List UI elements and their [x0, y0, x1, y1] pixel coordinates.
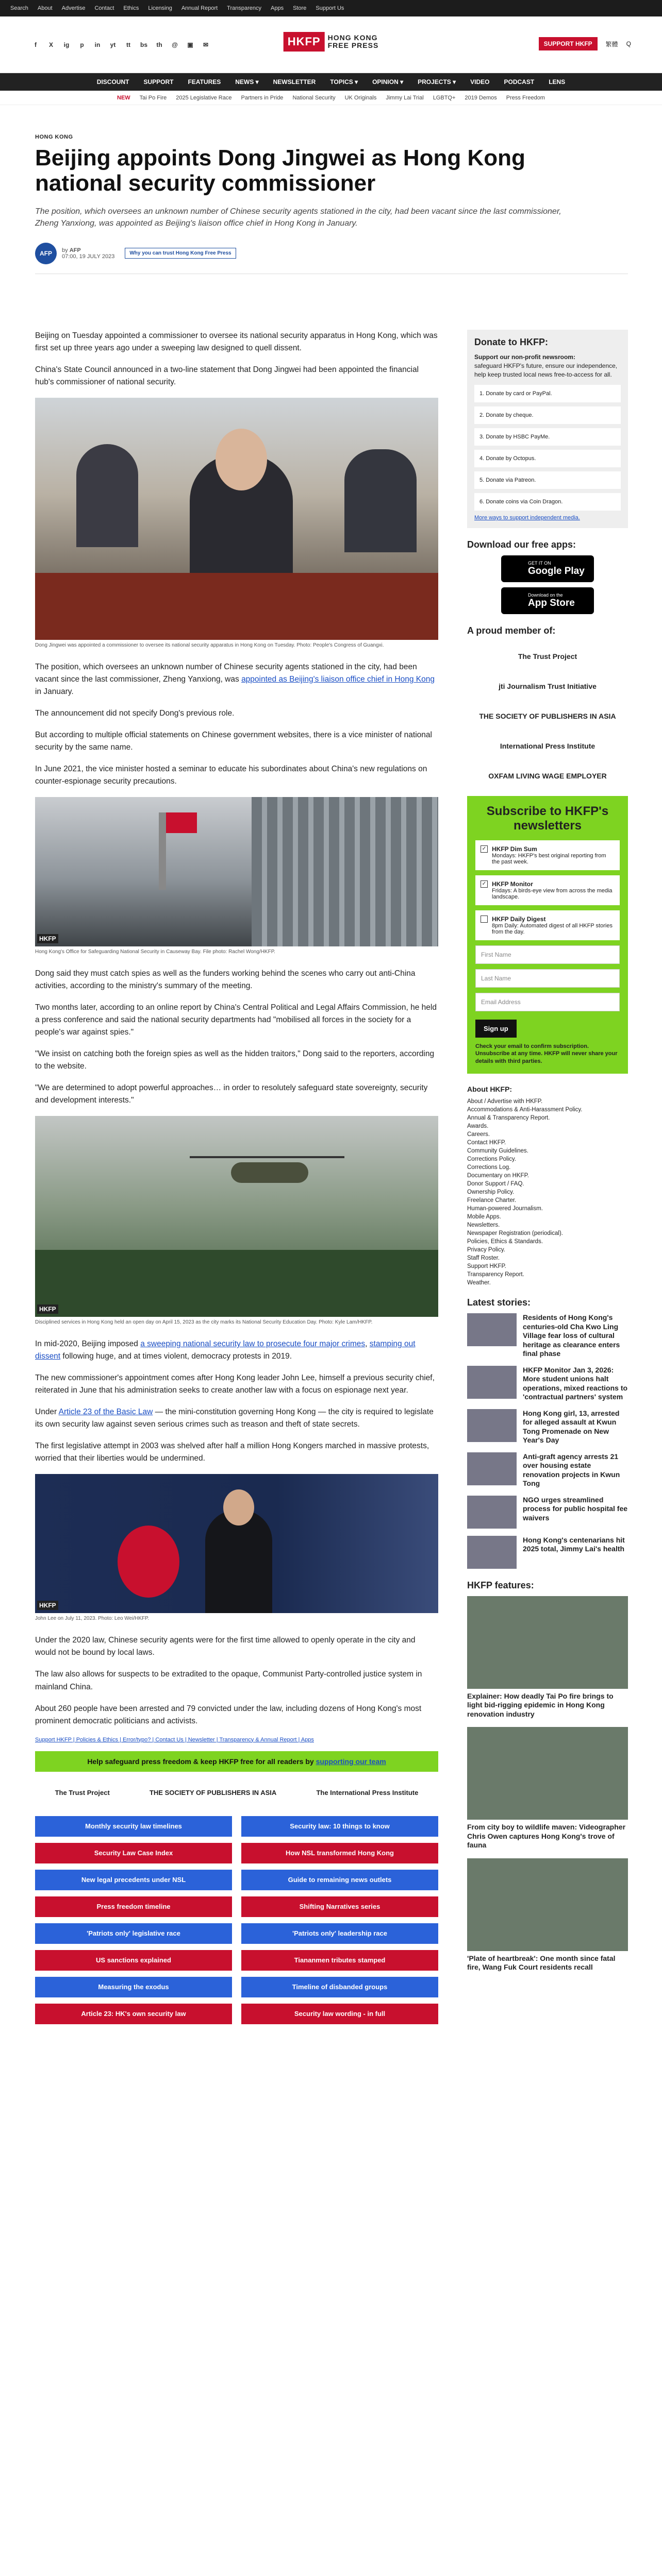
option-desc: Fridays: A birds-eye view from across the media landscape.	[492, 887, 613, 900]
option-desc: Mondays: HKFP's best original reporting from the past week.	[492, 852, 606, 865]
partner-logo[interactable]: THE SOCIETY OF PUBLISHERS IN ASIA	[149, 1789, 277, 1797]
about-link[interactable]: Weather.	[467, 1280, 491, 1286]
latest-title: Latest stories:	[467, 1297, 531, 1308]
nav-item[interactable]: LENS	[549, 78, 566, 86]
topbar-link[interactable]: Support Us	[316, 5, 344, 11]
feature-item[interactable]	[467, 1858, 628, 1972]
about-link[interactable]: Community Guidelines.	[467, 1148, 528, 1155]
nav-item[interactable]: TOPICS ▾	[330, 78, 358, 86]
newsletter-title: Subscribe to HKFP's newsletters	[486, 804, 609, 833]
photo-caption: Dong Jingwei was appointed a commissioner to oversee its national security apparatus in Hong Kong on Tuesday. Photo: People's Congress of Guangxi.	[35, 642, 384, 649]
inline-link[interactable]: a sweeping national security law to prosecute four major crimes	[140, 1340, 366, 1349]
newsletter-note: Check your email to confirm subscription. Unsubscribe at any time. HKFP will never share your details with third parties.	[475, 1043, 618, 1065]
about-link[interactable]: Accommodations & Anti-Harassment Policy.	[467, 1107, 583, 1113]
about-link[interactable]: About / Advertise with HKFP.	[467, 1098, 543, 1105]
paragraph: Beijing on Tuesday appointed a commissioner to oversee its national security apparatus in Hong Kong, which was first set up three years ago under a sweeping law designed to quell dissent.	[35, 331, 438, 353]
member-logo[interactable]: OXFAM LIVING WAGE EMPLOYER	[488, 772, 607, 781]
story-title[interactable]: Residents of Hong Kong's centuries-old Cha Kwo Ling Village fear loss of cultural heritage as clearance enters final phase	[523, 1313, 620, 1358]
story-item[interactable]	[467, 1313, 628, 1359]
about-title: About HKFP:	[467, 1085, 512, 1094]
about-link[interactable]: Policies, Ethics & Standards.	[467, 1239, 543, 1245]
newsletter-box	[467, 796, 628, 1074]
first-name-input[interactable]: First Name	[475, 945, 620, 964]
app-store-button[interactable]: Download on the App Store	[501, 587, 594, 614]
newsletter-option[interactable]	[475, 840, 620, 870]
topbar-link[interactable]: Ethics	[123, 5, 139, 11]
topic-button[interactable]: Timeline of disbanded groups	[241, 1977, 438, 1997]
about-link[interactable]: Mobile Apps.	[467, 1214, 501, 1221]
topic-buttons	[35, 1816, 438, 2024]
member-logo[interactable]: International Press Institute	[500, 742, 595, 751]
checkbox[interactable]: ✓	[481, 845, 488, 853]
trending-link[interactable]: Jimmy Lai Trial	[386, 94, 424, 101]
partner-logo[interactable]: The Trust Project	[55, 1789, 110, 1797]
trust-badge[interactable]: Why you can trust Hong Kong Free Press	[125, 248, 236, 259]
open-day-photo	[35, 1116, 438, 1317]
inline-link[interactable]: stamping out dissent	[35, 1340, 416, 1361]
paragraph: The law also allows for suspects to be extradited to the opaque, Communist Party-controlled justice system in mainland China.	[35, 1670, 422, 1691]
paragraph: The announcement did not specify Dong's previous role.	[35, 709, 235, 718]
support-promo[interactable]: Help safeguard press freedom & keep HKFP free for all readers by supporting our team	[35, 1751, 438, 1772]
feature-title[interactable]: 'Plate of heartbreak': One month since fatal fire, Wang Fuk Court residents recall	[467, 1954, 616, 1972]
topic-button[interactable]: 'Patriots only' legislative race	[35, 1923, 232, 1944]
story-thumbnail[interactable]	[467, 1366, 517, 1399]
utility-links	[10, 5, 344, 11]
topbar-link[interactable]: Licensing	[148, 5, 172, 11]
sidebar	[467, 330, 628, 1980]
newsletter-option[interactable]	[475, 910, 620, 940]
author-link[interactable]: AFP	[69, 247, 81, 253]
header-actions	[539, 37, 631, 50]
paragraph: The new commissioner's appointment comes after Hong Kong leader John Lee, himself a previous security chief, reiterated in June that his administration seeks to create another law with a focus on espionage next year.	[35, 1374, 435, 1395]
member-logo[interactable]: THE SOCIETY OF PUBLISHERS IN ASIA	[479, 712, 616, 721]
byline	[35, 243, 628, 264]
topic-button[interactable]: Security Law Case Index	[35, 1843, 232, 1863]
social-icon[interactable]: p	[80, 41, 84, 48]
topic-button[interactable]: US sanctions explained	[35, 1950, 232, 1971]
about-link[interactable]: Support HKFP.	[467, 1263, 506, 1270]
article-standfirst: The position, which oversees an unknown number of Chinese security agents stationed in the city, had been vacant since the last commissioner, Zheng Yanxiong, was appointed as Beijing's liaison office chief in Hong Kong in January.	[35, 207, 561, 228]
about-link[interactable]: Annual & Transparency Report.	[467, 1115, 550, 1122]
photo-caption: Disciplined services in Hong Kong held an open day on April 15, 2023 as the city marks its National Security Education Day. Photo: Kyle Lam/HKFP.	[35, 1319, 373, 1326]
trending-nav	[0, 91, 662, 105]
figure	[35, 398, 438, 649]
member-logo[interactable]: jti Journalism Trust Initiative	[499, 682, 597, 691]
about-link[interactable]: Transparency Report.	[467, 1272, 524, 1278]
paragraph: But according to multiple official statements on Chinese government websites, there is a vice minister of national security by the same name.	[35, 731, 432, 752]
new-badge: NEW	[117, 94, 130, 101]
trending-link[interactable]: 2025 Legislative Race	[176, 94, 232, 101]
topbar-link[interactable]: Annual Report	[181, 5, 218, 11]
about-link[interactable]: Ownership Policy.	[467, 1189, 515, 1196]
topic-button[interactable]: How NSL transformed Hong Kong	[241, 1843, 438, 1863]
about-link[interactable]: Newsletters.	[467, 1222, 500, 1229]
social-icon[interactable]: X	[48, 41, 53, 48]
feature-image[interactable]	[467, 1858, 628, 1951]
by-label: by	[62, 247, 68, 253]
story-title[interactable]: Anti-graft agency arrests 21 over housing estate renovation projects in Kwun Tong	[523, 1452, 620, 1488]
paragraph: Under Article 23 of the Basic Law — the mini-constitution governing Hong Kong — the city is required to legislate its own security law against seven serious crimes such as treason and theft of state secrets.	[35, 1408, 434, 1429]
donate-box: Donate to HKFP: Support our non-profit newsroom: safeguard HKFP's future, ensure our independence, help keep trusted local news free-to-access for all. 1. Donate by card or PayPal. 2. Donate by cheque. 3. Donate by HSBC PayMe. 4. Donate by Octopus. 5. Donate via Patreon. 6. Donate coins via Coin Dragon. More ways to support independent media.	[467, 330, 628, 528]
social-icon[interactable]: ✉	[203, 41, 209, 48]
feature-image[interactable]	[467, 1727, 628, 1820]
social-icon[interactable]: yt	[110, 41, 116, 48]
hkfp-watermark: HKFP	[37, 1601, 58, 1610]
story-item[interactable]	[467, 1409, 628, 1445]
about-link[interactable]: Corrections Log.	[467, 1164, 511, 1171]
support-hkfp-button[interactable]: SUPPORT HKFP	[539, 37, 598, 50]
email-input[interactable]: Email Address	[475, 993, 620, 1011]
donate-lead: Support our non-profit newsroom:	[474, 353, 575, 361]
paragraph: The position, which oversees an unknown number of Chinese security agents stationed in the city, had been vacant since the last commissioner, Zheng Yanxiong, was appointed as Beijing's liaison office chief in Hong Kong in January.	[35, 663, 435, 697]
feature-image[interactable]	[467, 1596, 628, 1689]
publish-date: 07:00, 19 JULY 2023	[62, 253, 115, 260]
story-item[interactable]	[467, 1366, 628, 1402]
story-item[interactable]	[467, 1536, 628, 1569]
language-link[interactable]: 繁體	[605, 40, 618, 48]
about-link[interactable]: Corrections Policy.	[467, 1156, 517, 1163]
newsletter-option[interactable]	[475, 875, 620, 905]
author-avatar: AFP	[35, 243, 57, 264]
story-title[interactable]: HKFP Monitor Jan 3, 2026: More student unions halt operations, mixed reactions to 'contractual partners' system	[523, 1365, 628, 1401]
social-icon[interactable]: f	[35, 41, 37, 48]
paragraph: "We are determined to adopt powerful approaches… in order to resolutely safeguard state sovereignty, security and development interests."	[35, 1083, 428, 1105]
topbar-link[interactable]: Transparency	[227, 5, 262, 11]
paragraph: The first legislative attempt in 2003 was shelved after half a million Hong Kongers marched in massive protests, worried that their liberties would be undermined.	[35, 1442, 429, 1463]
option-title: HKFP Monitor	[492, 880, 533, 888]
about-link[interactable]: Careers.	[467, 1131, 490, 1138]
feature-title[interactable]: Explainer: How deadly Tai Po fire brings to light bid-rigging epidemic in Hong Kong renovation industry	[467, 1691, 614, 1718]
trending-link[interactable]: Tai Po Fire	[139, 94, 167, 101]
google-play-button[interactable]: GET IT ON Google Play	[501, 555, 594, 582]
article-kicker[interactable]: HONG KONG	[35, 134, 73, 140]
topbar-link[interactable]: Contact	[94, 5, 114, 11]
nav-item[interactable]: NEWSLETTER	[273, 78, 316, 86]
apps-title: Download our free apps:	[467, 539, 576, 550]
topic-button[interactable]: Guide to remaining news outlets	[241, 1870, 438, 1890]
topic-button[interactable]: Measuring the exodus	[35, 1977, 232, 1997]
social-links	[31, 40, 210, 49]
nav-item[interactable]: OPINION ▾	[372, 78, 404, 86]
topbar-link[interactable]: Apps	[271, 5, 284, 11]
article-footer-links[interactable]: Support HKFP | Policies & Ethics | Error/typo? | Contact Us | Newsletter | Transparency & Annual Report | Apps	[35, 1736, 314, 1743]
paragraph: About 260 people have been arrested and 79 convicted under the law, including dozens of Hong Kong's most prominent democratic politicians and activists.	[35, 1704, 422, 1725]
paragraph: Two months later, according to an online report by China's Central Political and Legal Affairs Commission, he held a press conference and said the national security departments had "mobilised all forces in the society for a people's war against spies."	[35, 1003, 437, 1037]
option-title: HKFP Dim Sum	[492, 845, 537, 853]
topic-button[interactable]: Shifting Narratives series	[241, 1896, 438, 1917]
nav-item[interactable]: VIDEO	[470, 78, 490, 86]
topic-button[interactable]: 'Patriots only' leadership race	[241, 1923, 438, 1944]
logo-box: HKFP	[284, 32, 325, 52]
trending-link[interactable]: Press Freedom	[506, 94, 545, 101]
john-lee-photo	[35, 1474, 438, 1613]
about-link[interactable]: Newspaper Registration (periodical).	[467, 1230, 563, 1237]
story-thumbnail[interactable]	[467, 1536, 517, 1569]
option-title: HKFP Daily Digest	[492, 915, 546, 923]
feature-title[interactable]: From city boy to wildlife maven: Videographer Chris Owen captures Hong Kong's trove of fauna	[467, 1823, 626, 1850]
trending-link[interactable]: National Security	[292, 94, 336, 101]
topic-button[interactable]: Security law: 10 things to know	[241, 1816, 438, 1837]
checkbox[interactable]: ✓	[481, 880, 488, 888]
site-logo[interactable]	[284, 32, 379, 52]
features-title: HKFP features:	[467, 1580, 534, 1590]
social-icon[interactable]: @	[172, 41, 178, 48]
nav-item[interactable]: PODCAST	[504, 78, 535, 86]
option-desc: 8pm Daily: Automated digest of all HKFP stories from the day.	[492, 922, 613, 935]
social-icon[interactable]: tt	[126, 41, 130, 48]
feature-item[interactable]	[467, 1596, 628, 1719]
donate-option[interactable]: 6. Donate coins via Coin Dragon.	[474, 493, 621, 511]
nav-item[interactable]: PROJECTS ▾	[418, 78, 456, 86]
photo-caption: Hong Kong's Office for Safeguarding National Security in Causeway Bay. File photo: Rachel Wong/HKFP.	[35, 949, 275, 955]
partner-logos	[35, 1780, 438, 1806]
donate-option[interactable]: 1. Donate by card or PayPal.	[474, 385, 621, 402]
story-title[interactable]: Hong Kong girl, 13, arrested for alleged assault at Kwun Tong Promenade on New Year's Day	[523, 1409, 620, 1445]
topic-button[interactable]: Press freedom timeline	[35, 1896, 232, 1917]
topic-button[interactable]: New legal precedents under NSL	[35, 1870, 232, 1890]
figure	[35, 1116, 438, 1326]
social-icon[interactable]: ig	[63, 41, 70, 48]
trending-link[interactable]: UK Originals	[344, 94, 377, 101]
feature-item[interactable]	[467, 1727, 628, 1850]
about-link[interactable]: Freelance Charter.	[467, 1197, 517, 1204]
story-thumbnail[interactable]	[467, 1313, 517, 1346]
story-thumbnail[interactable]	[467, 1496, 517, 1529]
figure	[35, 1474, 438, 1622]
utility-bar	[0, 0, 662, 16]
donate-option[interactable]: 5. Donate via Patreon.	[474, 471, 621, 489]
social-icon[interactable]: th	[156, 41, 162, 48]
paragraph: China's State Council announced in a two-line statement that Dong Jingwei had been appointed the financial hub's commissioner of national security.	[35, 365, 419, 387]
member-title: A proud member of:	[467, 625, 556, 636]
inline-link[interactable]: Article 23 of the Basic Law	[58, 1408, 153, 1417]
paragraph: In June 2021, the vice minister hosted a seminar to educate his subordinates about China's new regulations on counter-espionage security precautions.	[35, 765, 427, 786]
topic-button[interactable]: Monthly security law timelines	[35, 1816, 232, 1837]
hkfp-watermark: HKFP	[37, 1304, 58, 1314]
dong-jingwei-photo	[35, 398, 438, 640]
social-icon[interactable]: in	[94, 41, 101, 48]
story-thumbnail[interactable]	[467, 1409, 517, 1442]
about-link[interactable]: Awards.	[467, 1123, 489, 1130]
topic-button[interactable]: Tiananmen tributes stamped	[241, 1950, 438, 1971]
story-item[interactable]	[467, 1496, 628, 1529]
trending-link[interactable]: Partners in Pride	[241, 94, 284, 101]
logo-name: HONG KONG FREE PRESS	[327, 33, 379, 49]
about-link[interactable]: Documentary on HKFP.	[467, 1173, 529, 1179]
topbar-link[interactable]: Advertise	[61, 5, 86, 11]
donate-option[interactable]: 3. Donate by HSBC PayMe.	[474, 428, 621, 446]
trending-link[interactable]: LGBTQ+	[433, 94, 456, 101]
member-logo[interactable]: The Trust Project	[518, 652, 577, 661]
trending-link[interactable]: 2019 Demos	[465, 94, 497, 101]
search-icon[interactable]: Q	[626, 40, 631, 47]
donate-title: Donate to HKFP:	[474, 337, 548, 347]
topic-button[interactable]: Security law wording - in full	[241, 2004, 438, 2024]
nav-item[interactable]: DISCOUNT	[96, 78, 129, 86]
story-title[interactable]: NGO urges streamlined process for public hospital fee waivers	[523, 1495, 628, 1522]
hkfp-watermark: HKFP	[37, 934, 58, 943]
nsl-office-photo	[35, 797, 438, 946]
topbar-link[interactable]: Store	[293, 5, 307, 11]
about-link[interactable]: Contact HKFP.	[467, 1140, 506, 1146]
paragraph: Under the 2020 law, Chinese security agents were for the first time allowed to openly operate in the city and would not be bound by local laws.	[35, 1636, 416, 1657]
about-link[interactable]: Privacy Policy.	[467, 1247, 505, 1253]
donate-option[interactable]: 4. Donate by Octopus.	[474, 450, 621, 467]
story-thumbnail[interactable]	[467, 1452, 517, 1485]
inline-link[interactable]: appointed as Beijing's liaison office chief in Hong Kong	[241, 675, 435, 684]
more-ways-link[interactable]: More ways to support independent media.	[474, 515, 580, 521]
donate-option[interactable]: 2. Donate by cheque.	[474, 406, 621, 424]
site-header	[0, 16, 662, 73]
signup-button[interactable]: Sign up	[475, 1020, 517, 1038]
about-list	[467, 1098, 628, 1286]
main-nav	[0, 73, 662, 91]
paragraph: "We insist on catching both the foreign spies as well as the hidden traitors," Dong said to the reporters, according to the website.	[35, 1049, 435, 1071]
photo-caption: John Lee on July 11, 2023. Photo: Leo Wei/HKFP.	[35, 1616, 150, 1622]
story-title[interactable]: Hong Kong's centenarians hit 2025 total, Jimmy Lai's health	[523, 1535, 625, 1553]
paragraph: In mid-2020, Beijing imposed a sweeping national security law to prosecute four major crimes, stamping out dissent following huge, and at times violent, democracy protests in 2019.	[35, 1340, 416, 1361]
topbar-link[interactable]: Search	[10, 5, 28, 11]
article-title: Beijing appoints Dong Jingwei as Hong Kong national security commissioner	[35, 145, 525, 196]
figure	[35, 797, 438, 955]
nav-item[interactable]: NEWS ▾	[235, 78, 259, 86]
about-link[interactable]: Staff Roster.	[467, 1255, 500, 1262]
last-name-input[interactable]: Last Name	[475, 969, 620, 988]
topic-button[interactable]: Article 23: HK's own security law	[35, 2004, 232, 2024]
about-link[interactable]: Donor Support / FAQ.	[467, 1181, 524, 1188]
article-header	[35, 134, 628, 274]
partner-logo[interactable]: The International Press Institute	[316, 1789, 419, 1797]
social-icon[interactable]: ▣	[187, 41, 193, 48]
about-link[interactable]: Human-powered Journalism.	[467, 1206, 543, 1212]
checkbox[interactable]	[481, 916, 488, 923]
nav-item[interactable]: SUPPORT	[143, 78, 174, 86]
article-body	[35, 330, 438, 2024]
story-item[interactable]	[467, 1452, 628, 1488]
nav-item[interactable]: FEATURES	[188, 78, 221, 86]
paragraph: Dong said they must catch spies as well as the funders working behind the scenes who carry out anti-China activities, according to the ministry's summary of the meeting.	[35, 969, 416, 991]
social-icon[interactable]: bs	[140, 41, 147, 48]
topbar-link[interactable]: About	[37, 5, 53, 11]
